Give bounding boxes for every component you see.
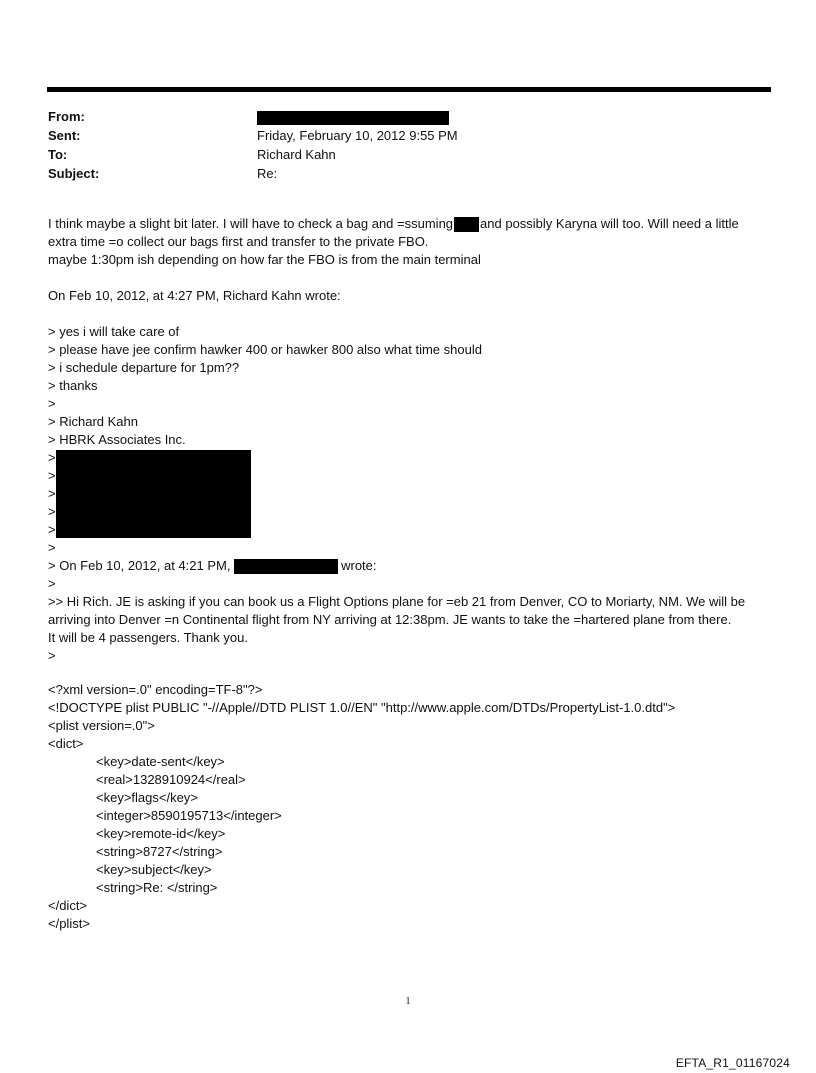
xml-line: <real>1328910924</real>	[96, 772, 246, 787]
quoted-line: > i schedule departure for 1pm??	[48, 360, 240, 375]
sent-value: Friday, February 10, 2012 9:55 PM	[257, 128, 458, 143]
from-value	[257, 107, 449, 126]
header-rule	[47, 87, 771, 92]
xml-line: <?xml version=.0" encoding=TF-8"?>	[48, 682, 263, 697]
quote-attribution: On Feb 10, 2012, at 4:27 PM, Richard Kahn wrote:	[48, 288, 341, 303]
to-label: To:	[48, 147, 68, 162]
quoted-line: >> Hi Rich. JE is asking if you can book us a Flight Options plane for =eb 21 from Denver, CO to Moriarty, NM. We will be	[48, 594, 746, 609]
blank-line	[48, 305, 778, 323]
quoted-line: > HBRK Associates Inc.	[48, 432, 186, 447]
quoted-line: >	[48, 648, 56, 663]
xml-line: <string>Re: </string>	[96, 880, 218, 895]
redacted-signature-block	[48, 449, 778, 539]
quoted-line: > Richard Kahn	[48, 414, 138, 429]
quoted-line	[48, 557, 778, 575]
quoted-line: It will be 4 passengers. Thank you.	[48, 630, 248, 645]
redaction-block	[234, 559, 338, 574]
body-line	[48, 215, 778, 233]
quoted-line: >	[48, 396, 56, 411]
xml-line: <!DOCTYPE plist PUBLIC "-//Apple//DTD PLIST 1.0//EN" "http://www.apple.com/DTDs/PropertyList-1.0.dtd">	[48, 700, 676, 715]
body-line: extra time =o collect our bags first and transfer to the private FBO.	[48, 234, 429, 249]
xml-line: <key>subject</key>	[96, 862, 212, 877]
quoted-line: >	[48, 522, 56, 537]
sent-label: Sent:	[48, 128, 81, 143]
quoted-line: >	[48, 576, 56, 591]
email-body	[48, 215, 778, 665]
plist-block	[48, 681, 675, 933]
quoted-line: >	[48, 486, 56, 501]
xml-line: </plist>	[48, 916, 90, 931]
body-line: maybe 1:30pm ish depending on how far the FBO is from the main terminal	[48, 252, 481, 267]
subject-value: Re:	[257, 166, 278, 181]
quoted-line: >	[48, 468, 56, 483]
xml-line: <string>8727</string>	[96, 844, 223, 859]
xml-line: <integer>8590195713</integer>	[96, 808, 282, 823]
body-text-fragment: I think maybe a slight bit later. I will have to check a bag and =ssuming	[48, 216, 454, 231]
xml-line: <key>date-sent</key>	[96, 754, 225, 769]
quoted-line: > yes i will take care of	[48, 324, 180, 339]
xml-line: <key>remote-id</key>	[96, 826, 226, 841]
xml-line: <dict>	[48, 736, 84, 751]
redaction-block	[56, 450, 251, 538]
quoted-line: arriving into Denver =n Continental flight from NY arriving at 12:38pm. JE wants to take the =hartered plane from there.	[48, 612, 732, 627]
quoted-line: > thanks	[48, 378, 98, 393]
body-text-fragment: > On Feb 10, 2012, at 4:21 PM,	[48, 558, 231, 573]
body-text-fragment: and possibly Karyna will too. Will need a little	[480, 216, 739, 231]
xml-line: <key>flags</key>	[96, 790, 198, 805]
quoted-line: >	[48, 540, 56, 555]
blank-line	[48, 269, 778, 287]
quoted-line: >	[48, 504, 56, 519]
to-value: Richard Kahn	[257, 147, 336, 162]
quoted-line: > please have jee confirm hawker 400 or hawker 800 also what time should	[48, 342, 482, 357]
redaction-block	[454, 217, 479, 232]
quoted-line: >	[48, 450, 56, 465]
subject-label: Subject:	[48, 166, 100, 181]
xml-line: </dict>	[48, 898, 88, 913]
body-text-fragment: wrote:	[341, 558, 377, 573]
redaction-block	[257, 111, 449, 125]
bates-number: EFTA_R1_01167024	[675, 1056, 790, 1070]
xml-line: <plist version=.0">	[48, 718, 155, 733]
from-label: From:	[48, 109, 85, 124]
page-number: 1	[405, 996, 411, 1007]
